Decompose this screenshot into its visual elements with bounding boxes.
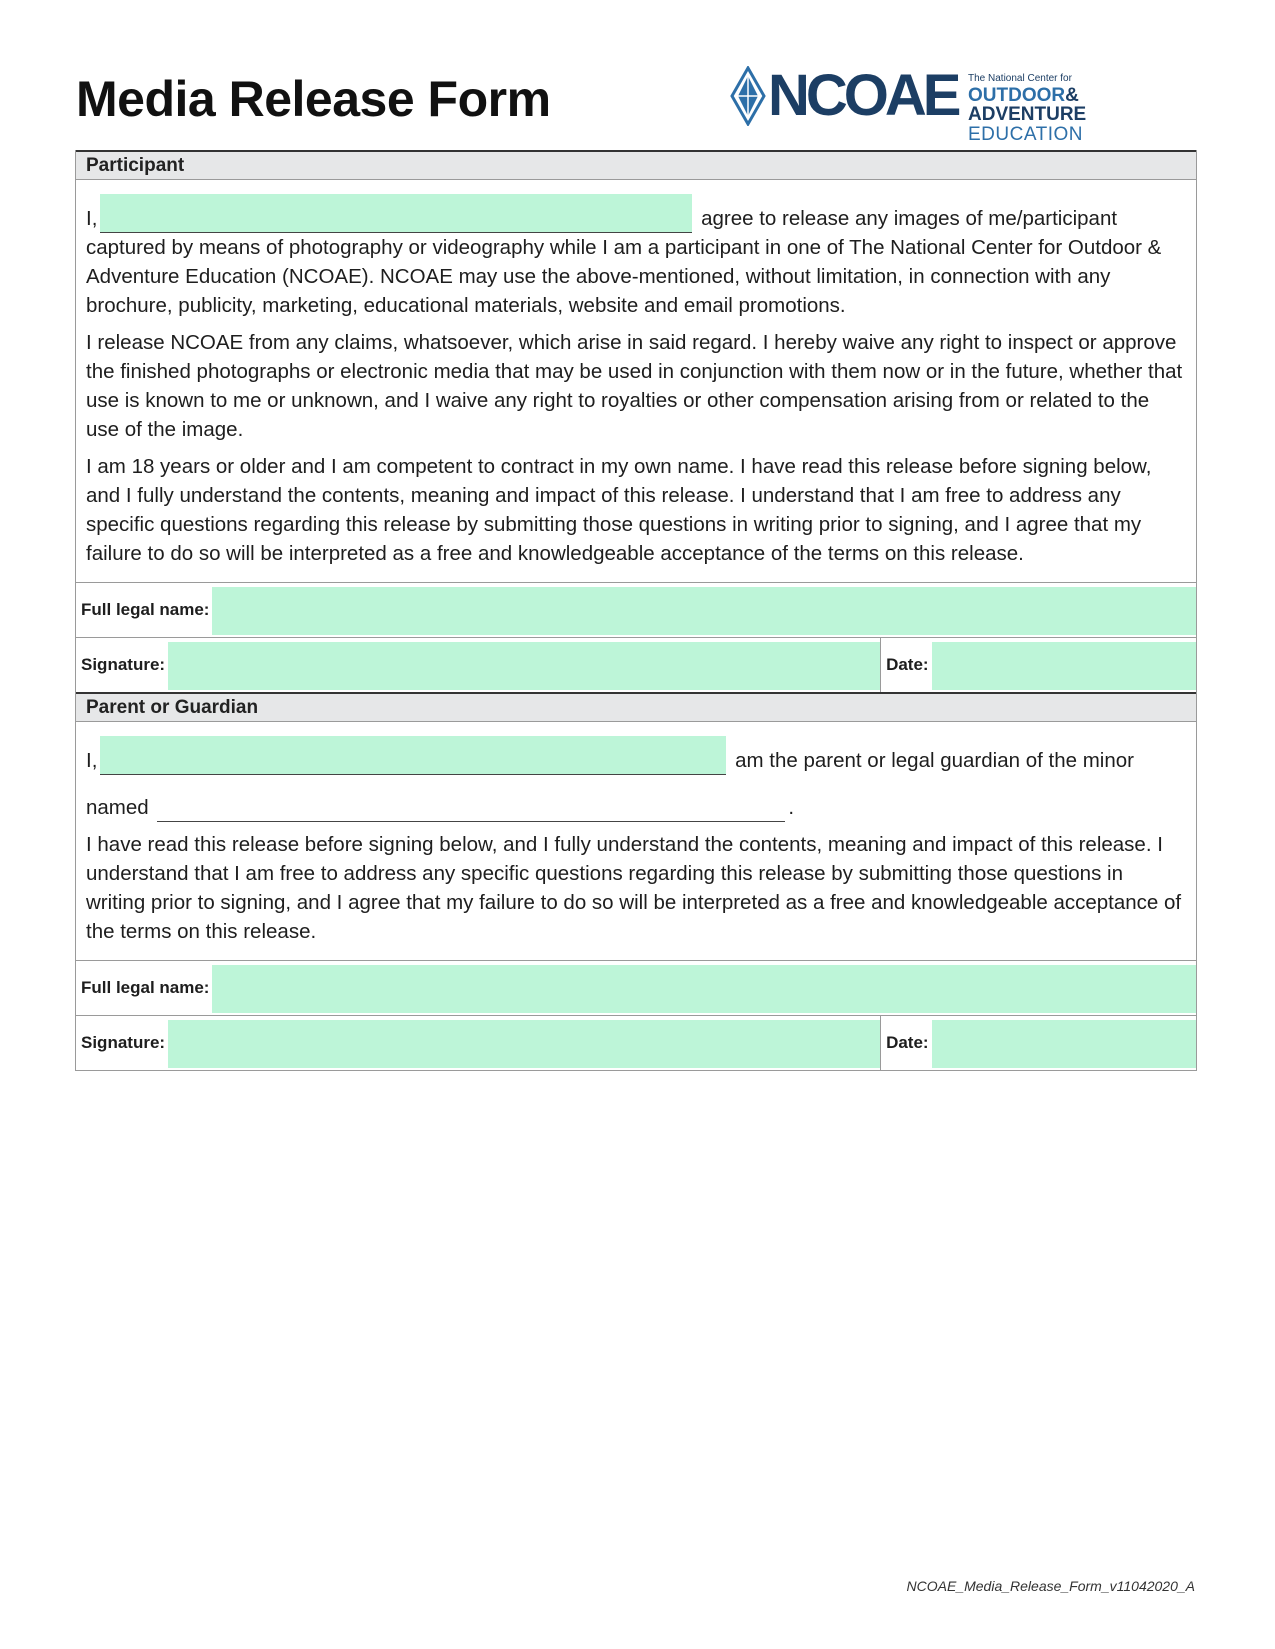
logo-wordmark: NCOAE [768, 63, 958, 128]
participant-intro [86, 194, 1186, 320]
logo-outdoor: OUTDOOR [968, 85, 1066, 106]
minor-name-field[interactable] [157, 783, 785, 822]
full-name-label: Full legal name: [81, 600, 210, 619]
participant-body [76, 180, 1196, 583]
participant-consent-paragraph: I am 18 years or older and I am competent to contract in my own name. I have read this release before signing below, and I fully understand the contents, meaning and impact of this release. I understand that I am free to address any specific questions regarding this release by submitting those questions in writing prior to signing, and I agree that my failure to do so will be interpreted as a free and knowledgeable acceptance of the terms on this release. [86, 455, 1152, 565]
guardian-signature-field[interactable] [168, 1020, 880, 1068]
participant-name-field[interactable] [100, 194, 692, 233]
intro-prefix: I, [86, 207, 98, 230]
guardian-intro-prefix: I, [86, 749, 98, 772]
date-label: Date: [886, 655, 929, 674]
guardian-date-label: Date: [886, 1033, 929, 1052]
signature-label: Signature: [81, 655, 166, 674]
guardian-intro-text: am the parent or legal guardian of the minor [735, 749, 1134, 772]
named-suffix: . [788, 796, 795, 819]
participant-signature-field[interactable] [168, 642, 880, 690]
logo-tagline-edu: EDUCATION [968, 124, 1083, 145]
guardian-signature-label: Signature: [81, 1033, 166, 1052]
guardian-body [76, 722, 1196, 961]
guardian-minor-line [86, 783, 1186, 822]
guardian-date-field[interactable] [932, 1020, 1196, 1068]
diamond-compass-icon [730, 66, 766, 126]
guardian-full-name-row [76, 961, 1196, 1016]
named-label: named [86, 796, 149, 819]
guardian-name-field[interactable] [100, 736, 726, 775]
guardian-consent-paragraph: I have read this release before signing below, and I fully understand the contents, meaning and impact of this release. I understand that I am free to address any specific questions regarding this release by submitting those questions in writing prior to signing, and I agree that my failure to do so will be interpreted as a free and knowledgeable acceptance of the terms on this release. [86, 833, 1182, 943]
participant-intro-text: agree to release any images of me/participant captured by means of photography or videography while I am a participant in one of The National Center for Outdoor & Adventure Education (NCOAE). NCOAE may use the above-mentioned, without limitation, in connection with any brochure, publicity, marketing, educational materials, website and email promotions. [86, 207, 1162, 317]
guardian-full-name-field[interactable] [212, 965, 1196, 1013]
participant-full-name-row [76, 583, 1196, 638]
guardian-intro [86, 736, 1186, 775]
participant-date-field[interactable] [932, 642, 1196, 690]
logo-tagline [968, 74, 1200, 144]
participant-heading: Participant [76, 150, 1196, 180]
document-id: NCOAE_Media_Release_Form_v11042020_A [906, 1578, 1195, 1594]
guardian-signature-row [76, 1016, 1196, 1070]
release-form [75, 150, 1197, 1071]
participant-full-name-field[interactable] [212, 587, 1196, 635]
guardian-full-name-label: Full legal name: [81, 978, 210, 997]
participant-signature-row [76, 638, 1196, 692]
logo-tagline-main [968, 86, 1200, 124]
logo-adventure: & ADVENTURE [968, 85, 1087, 125]
ncoae-logo [730, 63, 1200, 145]
logo-tagline-small: The National Center for [968, 73, 1072, 84]
guardian-heading: Parent or Guardian [76, 692, 1196, 722]
participant-waiver-paragraph: I release NCOAE from any claims, whatsoever, which arise in said regard. I hereby waive any right to inspect or approve the finished photographs or electronic media that may be used in conjunction with them now or in the future, whether that use is known to me or unknown, and I waive any right to royalties or other compensation arising from or related to the use of the image. [86, 331, 1183, 441]
page-title: Media Release Form [76, 71, 551, 127]
